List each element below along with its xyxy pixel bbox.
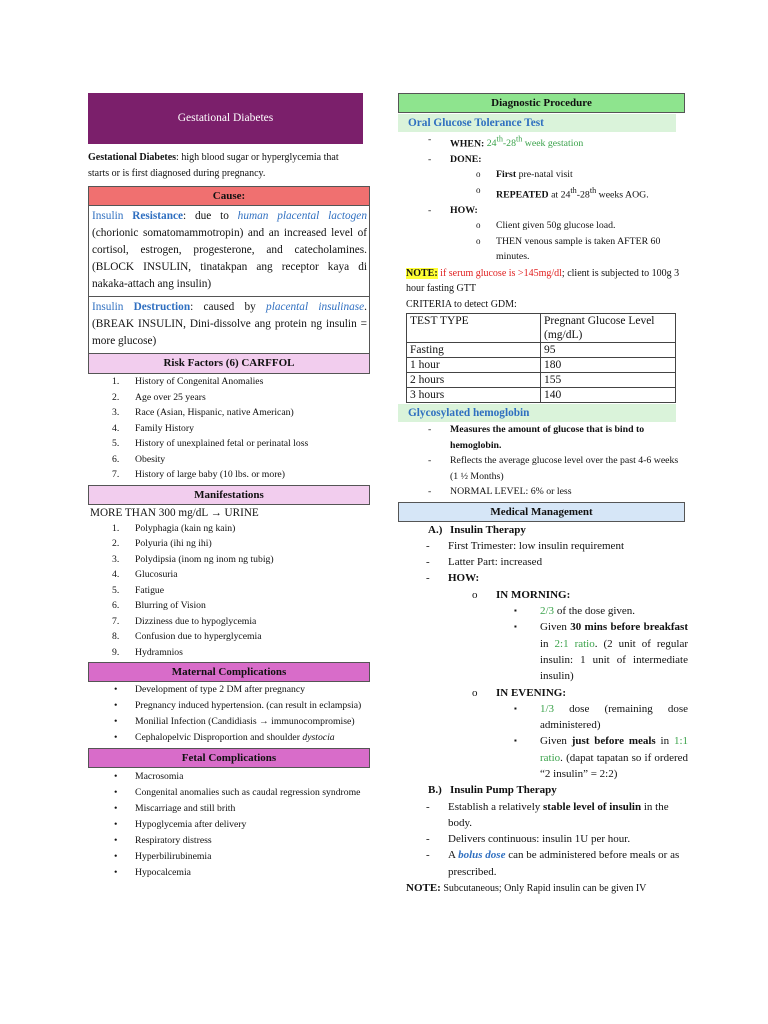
diagnostic-header: Diagnostic Procedure xyxy=(398,93,685,113)
evening-item: ▪ 1/3 dose (remaining dose administered) xyxy=(514,702,688,732)
table-header-cell: Pregnant Glucose Level (mg/dL) xyxy=(541,314,676,343)
destruction-italic: placental insulinase xyxy=(266,301,365,313)
document-title: Gestational Diabetes xyxy=(88,93,363,144)
fetal-complication-item: • Hypoglycemia after delivery xyxy=(114,819,247,830)
mm-item: - First Trimester: low insulin requirement xyxy=(426,539,624,552)
ogtt-done: - DONE: xyxy=(428,153,482,165)
manifestation-item: 7. Dizziness due to hypoglycemia xyxy=(112,615,257,627)
manifestation-item: 4. Glucosuria xyxy=(112,569,178,580)
evening-item: ▪ Given just before meals in 1:1 ratio. (dapat tapatan so if ordered “2 insulin” = 2:2) xyxy=(514,735,688,780)
resistance-text-a: : due to xyxy=(183,210,238,222)
ogtt-done-repeated: o REPEATED at 24th-28th weeks AOG. xyxy=(476,184,649,201)
maternal-complication-item: • Development of type 2 DM after pregnancy xyxy=(114,684,306,695)
hba1c-title: Glycosylated hemoglobin xyxy=(398,404,676,422)
hba1c-item: - Reflects the average glucose level over the past 4-6 weeks (1 ½ Months) xyxy=(428,455,679,482)
table-row: Fasting 95 xyxy=(407,343,676,358)
table-row: 1 hour 180 xyxy=(407,358,676,373)
morning-item: ▪ Given 30 mins before breakfast in 2:1 ratio. (2 unit of regular insulin: 1 unit of intermediate insulin) xyxy=(514,621,689,683)
ogtt-note: NOTE: if serum glucose is >145mg/dl; client is subjected to 100g 3 hour fasting GTT xyxy=(406,267,680,295)
maternal-complication-item: • Cephalopelvic Disproportion and shoulder dystocia xyxy=(114,732,335,743)
insulin-therapy-title: A.) Insulin Therapy xyxy=(428,523,526,536)
ogtt-how-1: o Client given 50g glucose load. xyxy=(476,220,616,232)
destruction-text-a: : caused by xyxy=(190,301,267,313)
left-column xyxy=(88,93,370,881)
cause-destruction xyxy=(88,297,370,354)
hba1c-item: - NORMAL LEVEL: 6% or less xyxy=(428,486,572,498)
fetal-complication-item: • Hypocalcemia xyxy=(114,867,191,878)
risk-factor-item: 3. Race (Asian, Hispanic, native American) xyxy=(112,407,294,418)
mm-item: - Delivers continuous: insulin 1U per hour. xyxy=(426,833,631,846)
hba1c-details xyxy=(428,422,688,500)
risk-factor-item: 2. Age over 25 years xyxy=(112,391,206,403)
ogtt-how: - HOW: xyxy=(428,204,478,216)
cause-header: Cause: xyxy=(88,186,370,206)
medical-management-body xyxy=(398,522,688,898)
table-header-cell: TEST TYPE xyxy=(407,314,541,343)
medical-management-header: Medical Management xyxy=(398,502,685,522)
insulin-pump-title: B.) Insulin Pump Therapy xyxy=(428,784,557,797)
fetal-complication-item: • Respiratory distress xyxy=(114,835,212,846)
mm-item: - HOW: xyxy=(426,572,480,585)
evening-label: o IN EVENING: xyxy=(472,686,566,699)
maternal-complication-item: • Pregnancy induced hypertension. (can result in eclampsia) xyxy=(114,700,362,711)
risk-factors-header: Risk Factors (6) CARFFOL xyxy=(88,354,370,374)
manifestations-threshold: MORE THAN 300 mg/dL → URINE xyxy=(90,506,259,519)
maternal-complications-header: Maternal Complications xyxy=(88,662,370,682)
mm-item: - A bolus dose can be administered before meals or as prescribed. xyxy=(426,849,680,878)
mm-note: NOTE: Subcutaneous; Only Rapid insulin can be given IV xyxy=(406,882,647,895)
fetal-complication-item: • Miscarriage and still brith xyxy=(114,803,236,814)
risk-factor-item: 1. History of Congenital Anomalies xyxy=(112,376,264,387)
destruction-label-a: Insulin xyxy=(92,301,134,313)
table-header-row xyxy=(407,314,676,343)
ogtt-details xyxy=(428,132,688,265)
ogtt-done-first: o First pre-natal visit xyxy=(476,169,573,181)
manifestation-item: 6. Blurring of Vision xyxy=(112,600,206,611)
gtt-criteria-table xyxy=(406,313,676,403)
manifestations-list xyxy=(112,521,370,661)
manifestation-item: 5. Fatigue xyxy=(112,584,165,596)
risk-factor-item: 5. History of unexplained fetal or perinatal loss xyxy=(112,438,309,449)
resistance-label-b: Resistance xyxy=(132,210,184,222)
destruction-text-b: . (BREAK INSULIN, Dini-dissolve ang protein ng insulin = more glucose) xyxy=(92,301,367,347)
mm-item: - Latter Part: increased xyxy=(426,556,543,569)
manifestations-header: Manifestations xyxy=(88,485,370,505)
fetal-complications-header: Fetal Complications xyxy=(88,748,370,768)
resistance-text-b: (chorionic somatomammotropin) and an increased level of cortisol, estrogen, progesterone, and catecholamines. (BLOCK INSULIN, tinatakpan ang receptor kaya di nakaka-attach ang insulin) xyxy=(92,227,367,290)
morning-item: ▪ 2/3 of the dose given. xyxy=(514,605,636,618)
risk-factors-list xyxy=(112,374,370,483)
cause-resistance xyxy=(88,206,370,297)
fetal-complication-item: • Hyperbilirubinemia xyxy=(114,851,212,862)
manifestation-item: 2. Polyuria (ihi ng ihi) xyxy=(112,538,212,549)
ogtt-title: Oral Glucose Tolerance Test xyxy=(398,114,676,132)
manifestation-item: 8. Confusion due to hyperglycemia xyxy=(112,631,262,642)
resistance-label-a: Insulin xyxy=(92,210,133,222)
destruction-label-b: Destruction xyxy=(133,301,191,313)
ogtt-how-2: o THEN venous sample is taken AFTER 60 minutes. xyxy=(476,235,661,263)
manifestation-item: 3. Polydipsia (inom ng inom ng tubig) xyxy=(112,553,274,565)
mm-item: - Establish a relatively stable level of insulin in the body. xyxy=(426,800,669,829)
risk-factor-item: 6. Obesity xyxy=(112,453,166,465)
fetal-complication-item: • Macrosomia xyxy=(114,771,184,782)
ogtt-when: - WHEN: 24th-28th week gestation xyxy=(428,134,584,150)
intro-term: Gestational Diabetes xyxy=(88,152,177,163)
intro-definition: : high blood sugar or hyperglycemia that starts or is first diagnosed during pregnancy. xyxy=(88,152,339,179)
intro-paragraph xyxy=(88,150,370,182)
maternal-complications-list xyxy=(114,682,370,746)
table-row: 3 hours 140 xyxy=(407,388,676,403)
morning-label: o IN MORNING: xyxy=(472,588,571,601)
manifestation-item: 9. Hydramnios xyxy=(112,646,183,658)
risk-factor-item: 7. History of large baby (10 lbs. or more) xyxy=(112,469,285,480)
hba1c-item: - Measures the amount of glucose that is bind to hemoglobin. xyxy=(428,424,645,451)
risk-factor-item: 4. Family History xyxy=(112,422,194,434)
table-row: 2 hours 155 xyxy=(407,373,676,388)
resistance-italic: human placental lactogen xyxy=(237,210,367,222)
fetal-complication-item: • Congenital anomalies such as caudal regression syndrome xyxy=(114,787,361,798)
right-column xyxy=(398,93,688,897)
criteria-label: CRITERIA to detect GDM: xyxy=(406,298,517,310)
manifestation-item: 1. Polyphagia (kain ng kain) xyxy=(112,522,236,534)
maternal-complication-item: • Monilial Infection (Candidiasis → immunocompromise) xyxy=(114,716,355,727)
fetal-complications-list xyxy=(114,769,370,881)
